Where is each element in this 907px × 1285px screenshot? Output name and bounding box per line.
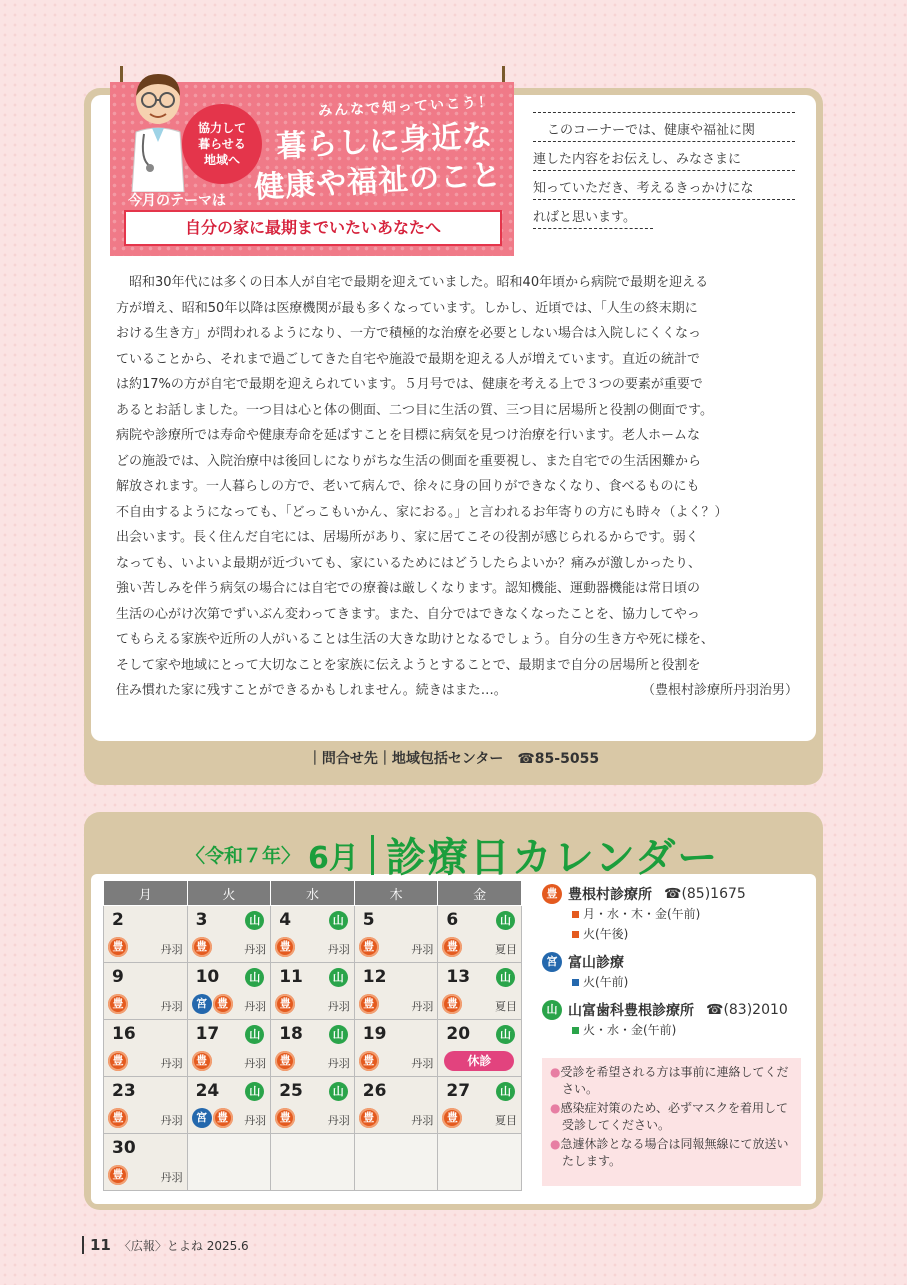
clinic-marks [442,1108,462,1128]
day-number: 19 [362,1024,387,1044]
title-line-2: 健康や福祉のこと [253,157,503,206]
weekday-header: 月 [104,881,188,906]
article-line-last [116,678,798,704]
clinic-marks [275,937,295,957]
calendar-day-cell [271,963,355,1020]
day-number: 9 [112,967,124,987]
dental-clinic-icon: 山 [329,1025,348,1044]
article-line: おける生き方」が問われるようになり、一方で積極的な治療を必要としない場合は入院しにくくなっ [116,326,702,341]
title-divider [371,835,374,875]
calendar-day-cell [354,1020,438,1077]
doctor-illustration [126,70,190,192]
clinic-marks [359,1108,379,1128]
intro-text [533,112,795,229]
doctor-name: 夏目 [495,1114,517,1127]
doctor-name: 丹羽 [160,1171,183,1184]
doctor-name: 夏目 [495,1000,517,1013]
calendar-day-cell [187,1077,271,1134]
theme-bubble [182,104,262,184]
day-number: 6 [446,910,459,930]
clinic-marks [442,937,462,957]
doctor-name: 丹羽 [327,1000,350,1013]
clinic-schedule [572,972,812,992]
day-number: 13 [446,967,471,987]
doctor-name: 丹羽 [244,1000,267,1013]
calendar-day-cell [438,906,522,963]
title-kicker: みんなで知っていこう！ [317,94,495,120]
calendar-day-cell [187,1134,271,1191]
note-item [550,1064,793,1098]
article-line: 強い苦しみを伴う病気の場合には自宅での療養は厳しくなります。認知機能、運動器機能は常日頃の [116,581,700,596]
toyone-clinic-icon: 豊 [108,1165,128,1185]
calendar-day-cell [104,1020,188,1077]
day-number: 12 [362,967,387,987]
clinic-marks [108,994,128,1014]
publication-name: 〈広報〉とよね 2025.6 [118,1238,249,1253]
bubble-line-1: 協力して [197,121,246,135]
clinic-marks [442,994,462,1014]
contact-info: ｜問合せ先｜地域包括センター ☎85-5055 [307,751,600,767]
intro-line: 連した内容をお伝えし、みなさまに [533,142,795,171]
note-item [550,1100,793,1134]
calendar-day-cell [354,1077,438,1134]
clinic-marks [359,1051,379,1071]
toyone-clinic-icon: 豊 [108,994,128,1014]
article-line: てもらえる家族や近所の人がいることは生活の大きな助けとなるでしょう。自分の生き方や死に様を、 [116,632,714,647]
clinic-marks [108,937,128,957]
clinic-schedule [572,1020,812,1040]
doctor-name: 丹羽 [244,943,267,956]
article-line: は約17%の方が自宅で最期を迎えられています。５月号では、健康を考える上で３つの要素が重要で [116,377,703,392]
dental-clinic-icon: 山 [496,1082,515,1101]
doctor-name: 丹羽 [244,1114,267,1127]
article-line: なっても、いよいよ最期が近づいても、家にいるためにはどうしたらよいか？痛みが激しかったり、 [116,555,702,571]
dental-clinic-icon: 山 [496,968,515,987]
article-body [116,270,798,704]
calendar-month: 6月 [308,840,359,876]
tomiyama-clinic-icon: 宮 [192,994,212,1014]
day-number: 23 [112,1081,136,1101]
legend-item [542,884,812,944]
calendar-title [186,826,719,883]
day-number: 10 [195,967,220,987]
toyone-clinic-icon: 豊 [213,1108,233,1128]
notes-box [542,1058,801,1186]
doctor-name: 丹羽 [244,1057,267,1070]
calendar-day-cell [271,1077,355,1134]
toyone-clinic-icon: 豊 [108,937,128,957]
article-line: 不自由するようになっても、「どっこもいかん、家におる。」と言われるお年寄りの方にも時々（よく？） [116,504,728,520]
weekday-header: 金 [438,881,522,906]
note-text: 感染症対策のため、必ずマスクを着用して受診してください。 [560,1101,789,1132]
calendar-day-cell [104,1077,188,1134]
doctor-name: 丹羽 [160,943,183,956]
toyone-clinic-icon: 豊 [442,937,462,957]
article-signature: （豊根村診療所丹羽治男） [641,683,798,698]
bubble-line-2: 暮らせる [198,137,246,151]
tomiyama-clinic-icon: 宮 [192,1108,212,1128]
weekday-header: 火 [187,881,271,906]
dental-clinic-icon: 山 [496,911,515,930]
article-line: あるとお話しました。一つ目は心と体の側面、二つ目に生活の質、三つ目に居場所と役割の側面です。 [116,402,713,418]
article-line: そして家や地域にとって大切なことを家族に伝えようとすることで、最期まで自分の居場所と役割を [116,657,701,673]
doctor-name: 丹羽 [327,943,350,956]
dental-clinic-icon: 山 [245,911,264,930]
calendar-day-cell [104,906,188,963]
note-text: 急遽休診となる場合は同報無線にて放送いたします。 [560,1137,789,1168]
schedule-text: 火(午前) [583,975,629,989]
calendar-day-cell [354,963,438,1020]
intro-line: 知っていただき、考えるきっかけにな [533,171,795,200]
bullet-icon: ● [550,1065,561,1079]
calendar-day-cell [271,906,355,963]
clinic-name: 豊根村診療所 [568,887,652,903]
doctor-name: 丹羽 [160,1000,183,1013]
toyone-clinic-icon: 豊 [275,937,295,957]
schedule-text: 火(午後) [583,927,629,941]
title-line-1: 暮らしに身近な [275,118,494,165]
dental-clinic-icon: 山 [329,1082,348,1101]
page-footer [82,1236,249,1254]
clinic-icon: 山 [542,1000,562,1020]
article-line: 解放されます。一人暮らしの方で、老いて病んで、徐々に身の回りができなくなり、食べるものにも [116,479,700,494]
toyone-clinic-icon: 豊 [275,1051,295,1071]
day-number: 24 [195,1081,220,1101]
clinic-legend [542,884,812,1048]
doctor-name: 夏目 [495,943,517,956]
toyone-clinic-icon: 豊 [359,1051,379,1071]
toyone-clinic-icon: 豊 [213,994,233,1014]
calendar-day-cell [438,963,522,1020]
clinic-schedule [572,904,812,924]
schedule-text: 月・水・木・金(午前) [583,907,701,921]
clinic-marks [192,1108,233,1128]
legend-header [542,952,812,972]
legend-item [542,952,812,992]
dental-clinic-icon: 山 [245,1025,264,1044]
day-number: 30 [112,1138,136,1158]
day-number: 26 [362,1081,387,1101]
weekday-header: 木 [354,881,438,906]
toyone-clinic-icon: 豊 [442,1108,462,1128]
doctor-name: 丹羽 [327,1114,350,1127]
toyone-clinic-icon: 豊 [275,994,295,1014]
doctor-name: 丹羽 [327,1057,350,1070]
calendar-day-cell [271,1020,355,1077]
doctor-name: 丹羽 [411,943,434,956]
clinic-marks [108,1108,128,1128]
dental-clinic-icon: 山 [245,1082,264,1101]
weekday-header: 水 [271,881,355,906]
toyone-clinic-icon: 豊 [108,1108,128,1128]
note-item [550,1136,793,1170]
doctor-name: 丹羽 [160,1114,183,1127]
calendar-day-cell [104,963,188,1020]
day-number: 2 [112,910,124,930]
toyone-clinic-icon: 豊 [192,1051,212,1071]
intro-line: このコーナーでは、健康や福祉に関 [533,113,795,142]
toyone-clinic-icon: 豊 [442,994,462,1014]
day-number: 20 [446,1024,471,1044]
doctor-name: 丹羽 [160,1057,183,1070]
theme-label: 今月のテーマは [128,193,226,209]
clinic-marks [108,1165,128,1185]
clinic-marks [359,937,379,957]
clinic-name: 山富歯科豊根診療所 [568,1003,694,1019]
doctor-name: 丹羽 [411,1114,434,1127]
clinic-icon: 豊 [542,884,562,904]
clinic-phone: ☎(85)1675 [664,886,746,902]
clinic-calendar [103,880,522,1191]
toyone-clinic-icon: 豊 [359,994,379,1014]
bullet-icon: ● [550,1137,561,1151]
square-bullet-icon [572,911,579,918]
day-number: 16 [112,1024,136,1044]
dental-clinic-icon: 山 [245,968,264,987]
day-number: 27 [446,1081,471,1101]
square-bullet-icon [572,931,579,938]
calendar-day-cell [354,906,438,963]
clinic-marks [275,1108,295,1128]
clinic-marks [359,994,379,1014]
toyone-clinic-icon: 豊 [108,1051,128,1071]
day-number: 4 [279,910,292,930]
toyone-clinic-icon: 豊 [359,1108,379,1128]
clinic-marks [275,994,295,1014]
calendar-day-cell [187,906,271,963]
intro-line: ればと思います。 [533,200,653,229]
calendar-day-cell [354,1134,438,1191]
dental-clinic-icon: 山 [329,911,348,930]
clinic-marks [192,1051,212,1071]
day-number: 17 [195,1024,220,1044]
day-number: 3 [195,910,208,930]
calendar-day-cell [187,1020,271,1077]
clinic-marks [108,1051,128,1071]
note-text: 受診を希望される方は事前に連絡してください。 [560,1065,789,1096]
clinic-marks [192,994,233,1014]
day-number: 18 [279,1024,303,1044]
theme-title: 自分の家に最期までいたいあなたへ [124,210,502,246]
article-line: 生活の心がけ次第でずいぶん変わってきます。また、自分ではできなくなったことを、協力してやっ [116,606,700,622]
legend-item [542,1000,812,1040]
closed-badge: 休診 [444,1051,514,1071]
article-line: 出会います。長く住んだ自宅には、居場所があり、家に居てこその役割が感じられるからです。弱く [116,530,699,545]
dental-clinic-icon: 山 [329,968,348,987]
article-line: 住み慣れた家に残すことができるかもしれません。続きはまた…。 [116,683,507,698]
dental-clinic-icon: 山 [496,1025,515,1044]
article-line: どの施設では、入院治療中は後回しになりがちな生活の側面を重要視し、また自宅での生活困難から [116,453,702,469]
article-line: 方が増え、昭和50年以降は医療機関が最も多くなっています。しかし、近頃では、「人生の終末期に [116,300,698,316]
calendar-day-cell [438,1077,522,1134]
article-line: ていることから、それまで過ごしてきた自宅や施設で最期を迎える人が増えています。直近の統計で [116,351,700,367]
day-number: 5 [362,910,375,930]
toyone-clinic-icon: 豊 [359,937,379,957]
clinic-marks [192,937,212,957]
legend-header [542,1000,812,1020]
bubble-line-3: 地域へ [203,153,240,167]
day-number: 11 [279,967,303,987]
calendar-name: 診療日カレンダー [385,835,720,881]
schedule-text: 火・水・金(午前) [583,1023,677,1037]
article-line: 昭和30年代には多くの日本人が自宅で最期を迎えていました。昭和40年頃から病院で最期を迎える [116,275,709,290]
calendar-day-cell [438,1020,522,1077]
page-number: 11 [82,1236,111,1254]
doctor-name: 丹羽 [411,1000,434,1013]
clinic-phone: ☎(83)2010 [706,1002,788,1018]
doctor-name: 丹羽 [411,1057,434,1070]
square-bullet-icon [572,979,579,986]
clinic-icon: 宮 [542,952,562,972]
clinic-marks [275,1051,295,1071]
day-number: 25 [279,1081,303,1101]
article-line: 病院や診療所では寿命や健康寿命を延ばすことを目標に病気を見つけ治療を行います。老人ホームな [116,428,700,443]
square-bullet-icon [572,1027,579,1034]
calendar-day-cell [271,1134,355,1191]
toyone-clinic-icon: 豊 [275,1108,295,1128]
legend-header [542,884,812,904]
calendar-day-cell [104,1134,188,1191]
clinic-schedule [572,924,812,944]
calendar-day-cell [187,963,271,1020]
calendar-day-cell [438,1134,522,1191]
toyone-clinic-icon: 豊 [192,937,212,957]
clinic-name: 富山診療 [568,955,624,971]
bullet-icon: ● [550,1101,561,1115]
calendar-year: 〈令和７年〉 [186,845,301,867]
